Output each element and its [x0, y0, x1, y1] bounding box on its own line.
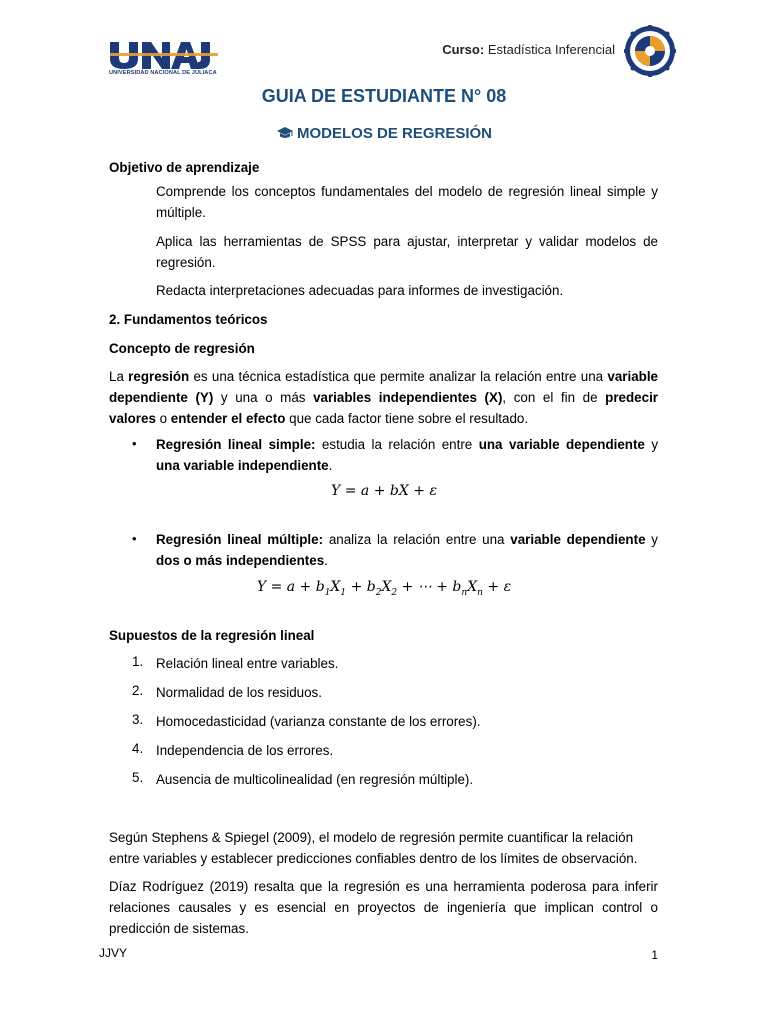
section-subtitle — [0, 125, 768, 144]
text-run-bold: predecir valores — [109, 390, 658, 426]
text-run: o — [155, 411, 171, 426]
university-logo — [108, 40, 220, 80]
text-run: y una o más — [213, 390, 314, 405]
text-run-bold: Regresión lineal múltiple: — [156, 532, 324, 547]
text-run: La — [109, 369, 129, 384]
assumption-item: Relación lineal entre variables. — [156, 656, 339, 671]
text-run-bold: variable dependiente — [510, 532, 646, 547]
assumptions-heading: Supuestos de la regresión lineal — [109, 628, 315, 643]
text-run-bold: variable dependiente (Y) — [109, 369, 658, 405]
objective-item: Comprende los conceptos fundamentales del modelo de regresión lineal simple y múltiple. — [156, 184, 658, 220]
course-name: Estadística Inferencial — [487, 42, 615, 57]
text-run-bold: Regresión lineal simple: — [156, 437, 316, 452]
list-number: 5. — [132, 770, 144, 785]
concept-heading: Concepto de regresión — [109, 341, 255, 356]
text-run-bold: regresión — [128, 369, 190, 384]
assumption-item: Homocedasticidad (varianza constante de los errores). — [156, 714, 481, 729]
multiple-regression-item — [156, 529, 658, 571]
text-run: y — [644, 437, 659, 452]
objective-heading: Objetivo de aprendizaje — [109, 160, 260, 175]
text-run: es una técnica estadística que permite analizar la relación entre una — [189, 369, 608, 384]
assumption-item: Ausencia de multicolinealidad (en regresión múltiple). — [156, 772, 474, 787]
text-run: . — [324, 553, 328, 568]
section-heading: 2. Fundamentos teóricos — [109, 312, 268, 327]
text-run: y — [645, 532, 658, 547]
text-run-bold: dos o más independientes — [156, 553, 325, 568]
objective-item: Aplica las herramientas de SPSS para ajustar, interpretar y validar modelos de regresión. — [156, 234, 658, 270]
list-number: 1. — [132, 654, 144, 669]
multiple-regression-formula: $Y = a + b_1X_1 + b_2X_2$ + ⋯ + $b_nX_n + \varepsilon$ — [256, 579, 512, 598]
list-number: 2. — [132, 683, 144, 698]
subtitle-text: MODELOS DE REGRESIÓN — [296, 125, 493, 142]
text-run-bold: una variable independiente — [156, 458, 329, 473]
simple-regression-formula: Y = a + bX + ε — [331, 483, 437, 499]
objective-item: Redacta interpretaciones adecuadas para informes de investigación. — [156, 283, 564, 298]
graduation-cap-icon — [276, 126, 294, 144]
page-title: GUIA DE ESTUDIANTE N° 08 — [261, 86, 507, 106]
concept-paragraph — [109, 366, 658, 429]
text-run: estudia la relación entre — [315, 437, 479, 452]
reference-paragraph: Díaz Rodríguez (2019) resalta que la regresión es una herramienta poderosa para inferir relaciones causales y es esencial en proyectos de ingeniería que implican control o predicción de sistemas. — [109, 879, 658, 936]
reference-paragraph: Según Stephens & Spiegel (2009), el modelo de regresión permite cuantificar la relación entre variables y establecer predicciones confiables dentro de los límites de observación. — [109, 830, 638, 866]
course-label-prefix: Curso: — [442, 42, 485, 57]
text-run-bold: una variable dependiente — [478, 437, 645, 452]
text-run: . — [328, 458, 333, 473]
logo-caption: UNIVERSIDAD NACIONAL DE JULIACA — [109, 70, 217, 76]
text-run-bold: variables independientes (X) — [313, 390, 503, 405]
list-number: 4. — [132, 741, 144, 756]
simple-regression-item — [156, 434, 658, 476]
assumption-item: Normalidad de los residuos. — [156, 685, 322, 700]
list-number: 3. — [132, 712, 144, 727]
text-run: , con el fin de — [502, 390, 606, 405]
institution-seal — [624, 25, 676, 77]
footer-initials: JJVY — [99, 946, 128, 960]
assumption-item: Independencia de los errores. — [156, 743, 334, 758]
course-label — [442, 42, 615, 57]
text-run-bold: entender el efecto — [170, 411, 286, 426]
bullet-dot: • — [132, 531, 137, 546]
text-run: que cada factor tiene sobre el resultado. — [285, 411, 529, 426]
text-run: analiza la relación entre una — [323, 532, 511, 547]
page-number: 1 — [651, 948, 658, 962]
bullet-dot: • — [132, 436, 137, 451]
